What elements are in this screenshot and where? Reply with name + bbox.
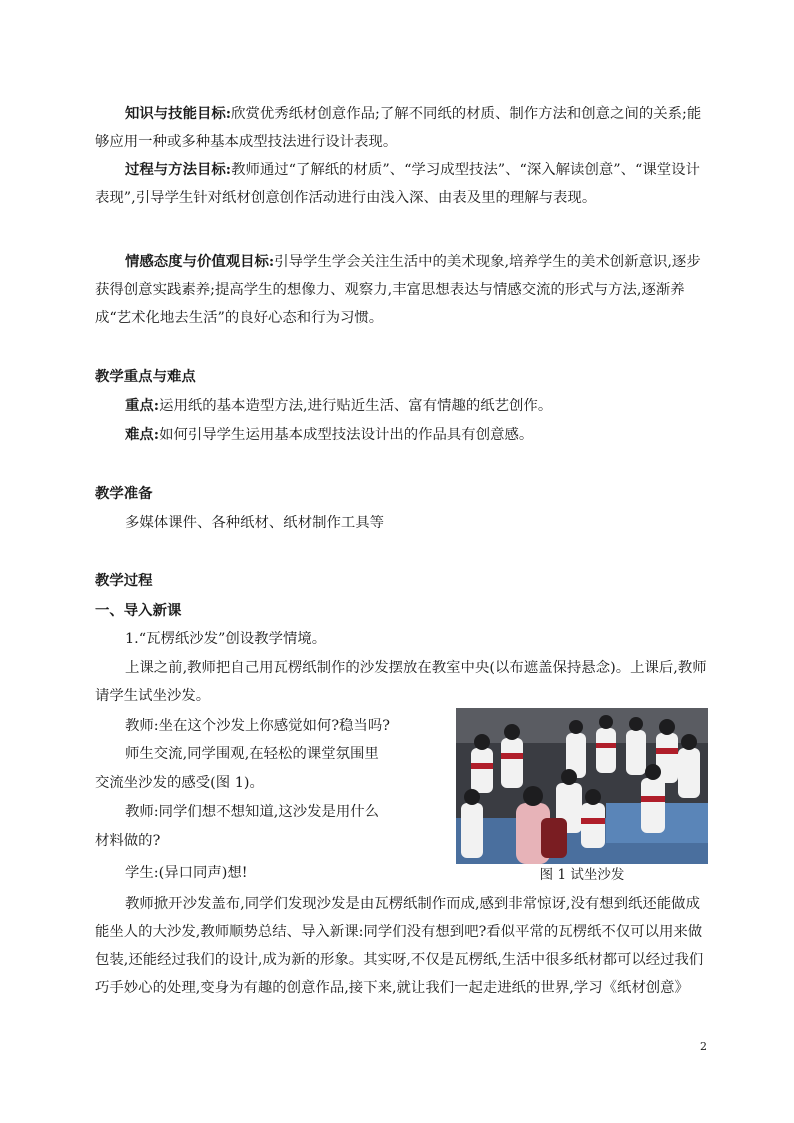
dialog-teacher-2-line2: 材料做的? xyxy=(95,833,161,849)
dialog-teacher-1: 教师:坐在这个沙发上你感觉如何?稳当吗? xyxy=(125,718,390,734)
emotion-goal-paragraph xyxy=(95,248,710,332)
process-goal-text: 教师通过“了解纸的材质”、“学习成型技法”、“深入解读创意”、“课堂设计表现”,引导学生针对纸材创意创作活动进行由浅入深、由表及里的理解与表现。 xyxy=(95,162,700,206)
knowledge-goal-text: 欣赏优秀纸材创意作品;了解不同纸的材质、制作方法和创意之间的关系;能够应用一种或多种基本成型技法进行设计表现。 xyxy=(95,106,702,150)
dialog-exchange-line1: 师生交流,同学围观,在轻松的课堂氛围里 xyxy=(125,746,379,762)
dialog-teacher-2-line1: 教师:同学们想不想知道,这沙发是用什么 xyxy=(125,804,380,820)
focus-paragraph xyxy=(95,392,710,420)
page-number: 2 xyxy=(700,1040,707,1053)
section-intro-heading: 一、导入新课 xyxy=(95,602,182,619)
process-goal-label: 过程与方法目标: xyxy=(125,161,232,178)
item-1: 1.“瓦楞纸沙发”创设教学情境。 xyxy=(125,631,327,647)
knowledge-goal-label: 知识与技能目标: xyxy=(125,105,232,122)
dialog-student: 学生:(异口同声)想! xyxy=(125,865,248,881)
key-points-heading: 教学重点与难点 xyxy=(95,368,196,385)
knowledge-goal-paragraph xyxy=(95,100,710,156)
classroom-photo xyxy=(456,708,708,864)
emotion-goal-text: 引导学生学会关注生活中的美术现象,培养学生的美术创新意识,逐步获得创意实践素养;提高学生的想像力、观察力,丰富思想表达与情感交流的形式与方法,逐渐养成“艺术化地去生活”的良好心态和行为习惯。 xyxy=(95,254,701,326)
focus-text: 运用纸的基本造型方法,进行贴近生活、富有情趣的纸艺创作。 xyxy=(159,398,553,414)
difficulty-paragraph xyxy=(95,421,710,449)
difficulty-text: 如何引导学生运用基本成型技法设计出的作品具有创意感。 xyxy=(159,427,534,443)
intro-paragraph: 上课之前,教师把自己用瓦楞纸制作的沙发摆放在教室中央(以布遮盖保持悬念)。上课后,教师请学生试坐沙发。 xyxy=(95,660,707,704)
difficulty-label: 难点: xyxy=(125,426,160,443)
process-heading: 教学过程 xyxy=(95,572,153,589)
emotion-goal-label: 情感态度与价值观目标: xyxy=(125,253,275,270)
closing-paragraph: 教师掀开沙发盖布,同学们发现沙发是由瓦楞纸制作而成,感到非常惊讶,没有想到纸还能做成能坐人的大沙发,教师顺势总结、导入新课:同学们没有想到吧?看似平常的瓦楞纸不仅可以用来做包装,还能经过我们的设计,成为新的形象。其实呀,不仅是瓦楞纸,生活中很多纸材都可以经过我们巧手妙心的处理,变身为有趣的创意作品,接下来,就让我们一起走进纸的世界,学习《纸材创意》 xyxy=(95,896,704,996)
preparation-text: 多媒体课件、各种纸材、纸材制作工具等 xyxy=(125,515,385,531)
figure-caption: 图 1 试坐沙发 xyxy=(539,867,625,883)
process-goal-paragraph xyxy=(95,156,710,212)
dialog-exchange-line2: 交流坐沙发的感受(图 1)。 xyxy=(95,775,264,791)
preparation-heading: 教学准备 xyxy=(95,485,153,502)
focus-label: 重点: xyxy=(125,397,160,414)
